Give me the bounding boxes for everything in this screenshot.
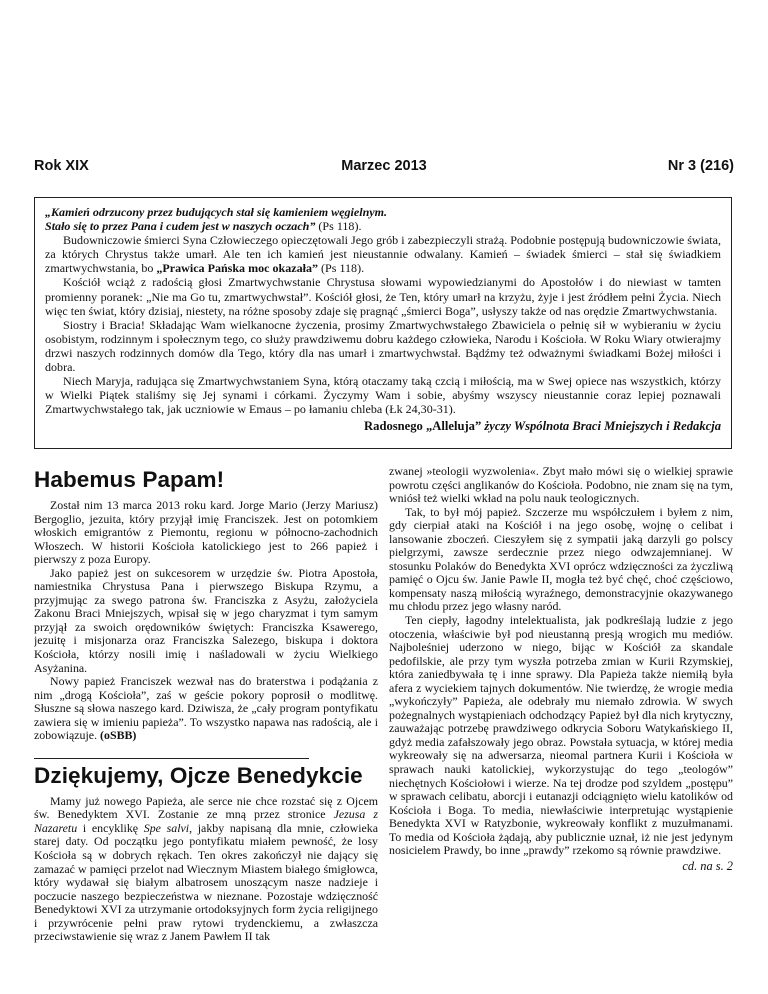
article1-paragraph-3: Nowy papież Franciszek wezwał nas do braterstwa i podążania z nim „drogą Kościoła”, zaś w geście pokory poprosił o modlitwę. Słuszne są słowa naszego kard. Dziwisza, że „cały program pontyfikatu zawiera się w imieniu papieża”. To wszystko napawa nas radością, ale i zobowiązuje. (oSBB) (34, 674, 378, 743)
article2-paragraph-1: Mamy już nowego Papieża, ale serce nie chce rozstać się z Ojcem św. Benedyktem XVI. Zostanie ze mną przez stronice Jezusa z Nazaretu i encyklikę Spe salvi, jakby napisaną dla mnie, człowieka starej daty. Od początku jego pontyfikatu miałem pewność, że losy Kościoła są w dobrych rękach. Ten okres zakończył nie dający się zamazać w pamięci przelot nad Wiecznym Miastem białego śmigłowca, który wydawał się białym albatrosem unoszącym nasze nadzieje i poczucie naszego bezpieczeństwa w nieznane. Pozostaje wdzięczność Benedyktowi XVI za utrzymanie ortodoksyjnych form życia religijnego i przywrócenie pełni praw rytowi trydenckiemu, a zwłaszcza przeciwstawienie się wraz z Janem Pawłem II tak (34, 793, 378, 944)
greeting-paragraph-3: Siostry i Bracia! Składając Wam wielkanocne życzenia, prosimy Zmartwychwstałego Zbawiciela o pełnię sił w wybieraniu w życiu osobistym, rodzinnym i społecznym tego, co służy prawdziwemu dobru każdego człowieka, Narodu i Kościoła. W Roku Wiary otwierajmy drzwi naszych rodzinnych domów dla Tego, który dla nas umarł i zmartwychwstał. Bądźmy też odważnymi świadkami Bożej miłości i dobra. (45, 317, 721, 375)
greeting-paragraph-1: Budowniczowie śmierci Syna Człowieczego opieczętowali Jego grób i zabezpieczyli strażą. Podobnie postępują budowniczowie świata, za których Chrystus także umarł. Ale ten ich kamień jest nieustannie odwalany. Kamień – świadek śmierci – stał się świadkiem zmartwychwstania, bo „Prawica Pańska moc okazała” (Ps 118). (45, 233, 722, 276)
article-divider (34, 758, 309, 759)
right-column (389, 465, 733, 990)
article2-paragraph-3: Ten ciepły, łagodny intelektualista, jak podkreślają ludzie z jego otoczenia, właściwie był pod nieustanną presją wrogich mu mediów. Najboleśniej uderzono w niego, bijąc w Kościół za skandale pedofilskie, ale przy tym wyszła potrzeba zmian w Kurii Rzymskiej, która zaniedbywała tę i inne sprawy. Dla Papieża także niemiłą była afera z wyciekiem tajnych dokumentów. Nie twierdzę, że wrogie media „wykończyły” Papieża, ale odebrały mu niemało zdrowia. W swych pożegnalnych wystąpieniach odchodzący Papież był dla nich krytyczny, zauważając potrzebę prawdziwego odkrycia Soboru Watykańskiego II, gdyż media zafałszowały jego obraz. Powstała sytuacja, w której media wykreowały się na adwersarza, nieomal partnera Kurii i Kościoła w sprawach nauki katolickiej, wykorzystując do tego „teologów” niechętnych Kościołowi i wierze. Na tej drodze pod szyldem „postępu” w sprawach celibatu, aborcji i eutanazji odciągnięto wielu katolików od Kościoła i Boga. To media, niewłaściwie interpretując wystąpienie Benedykta XVI w Ratyzbonie, wykreowały konflikt z muzułmanami. To media od Kościoła żądają, aby publicznie uznał, iż nie jest jedynym nosicielem Prawdy, bo inne „prawdy” rzekomo są równie prawdziwe. (389, 613, 733, 858)
greeting-paragraph-4: Niech Maryja, radująca się Zmartwychwstaniem Syna, którą otaczamy taką czcią i miłością, ma w Swej opiece nas wszystkich, którzy w Wielki Piątek staliśmy się Jej synami i córkami. Życzymy Wam i sobie, abyśmy wszyscy nieustannie coraz lepiej poznawali Zmartwychwstałego tak, jak uczniowie w Emaus – po łamaniu chleba (Łk 24,30-31). (45, 374, 721, 417)
article2-paragraph-2: Tak, to był mój papież. Szczerze mu współczułem i byłem z nim, gdy cierpiał ataki na Kościół i na jego osobę, wojnę o celibat i lansowanie zboczeń. Cieszyłem się z sympatii jaką darzyli go polscy pielgrzymi, zawsze serdecznie przez niego odwzajemnianej. W stosunku Polaków do Benedykta XVI oprócz wdzięczności za życzliwą pamięć o Ojcu św. Janie Pawle II, mogła też być chęć, choć częściowo, kompensaty naszą miłością wyraźnego, demonstracyjnie okazywanego mu chłodu przez jego własny naród. (389, 504, 733, 614)
continued-note: cd. na s. 2 (682, 858, 733, 873)
volume-year: Rok XIX (34, 158, 89, 174)
issue-number: Nr 3 (216) (667, 158, 734, 174)
issue-date: Marzec 2013 (341, 158, 427, 174)
left-column (34, 465, 378, 990)
article-title-habemus-papam: Habemus Papam! (34, 467, 225, 492)
greeting-signature: Radosnego „Alleluja” życzy Wspólnota Braci Mniejszych i Redakcja (364, 419, 721, 434)
psalm-quote-line-2: Stało się to przez Pana i cudem jest w naszych oczach” (Ps 118). (45, 219, 362, 234)
easter-greeting-box (34, 197, 732, 449)
article1-paragraph-2: Jako papież jest on sukcesorem w urzędzie św. Piotra Apostoła, namiestnika Chrystusa Pana i pierwszego Biskupa Rzymu, a przyjmując za swego patrona św. Franciszka z Asyżu, założyciela Zakonu Braci Mniejszych, wpisał się w jego charyzmat i tym samym przyjął za swoich orędowników świętych: Franciszka Ksawerego, jezuitę i misjonarza oraz Franciszka Salezego, biskupa i doktora Kościoła, którzy nosili imię i naśladowali w życiu Wielkiego Asyżanina. (34, 565, 378, 675)
page-header (34, 158, 734, 180)
psalm-quote-line-1: „Kamień odrzucony przez budujących stał się kamieniem węgielnym. (45, 205, 388, 219)
article1-paragraph-1: Został nim 13 marca 2013 roku kard. Jorge Mario (Jerzy Mariusz) Bergoglio, jezuita, który przyjął imię Franciszek. Jest on potomkiem włoskich emigrantów z Piemontu, regionu w północno-zachodnich Włoszech. W historii Kościoła katolickiego jest to 266 papież i pierwszy z poza Europy. (34, 498, 378, 567)
article-title-dziekujemy: Dziękujemy, Ojcze Benedykcie (34, 762, 363, 788)
article2-paragraph-1-cont: zwanej »teologii wyzwolenia«. Zbyt mało mówi się o wielkiej sprawie powrotu części anglikanów do Kościoła. Podobno, nie znam się na tym, wniósł też wielki wkład na polu nauk teologicznych. (389, 465, 733, 506)
greeting-paragraph-2: Kościół wciąż z radością głosi Zmartwychwstanie Chrystusa słowami wypowiedzianymi do Apostołów i do niewiast w tamten promienny poranek: „Nie ma Go tu, zmartwychwstał”. Kościół głosi, że Ten, który umarł na krzyżu, żyje i jest źródłem pełni Życia. Niech więc ten świat, który dzisiaj, niestety, na różne sposoby zdaje się pragnąć „śmierci Boga”, usłyszy także od nas orędzie Zmartwychwstania. (45, 275, 721, 318)
